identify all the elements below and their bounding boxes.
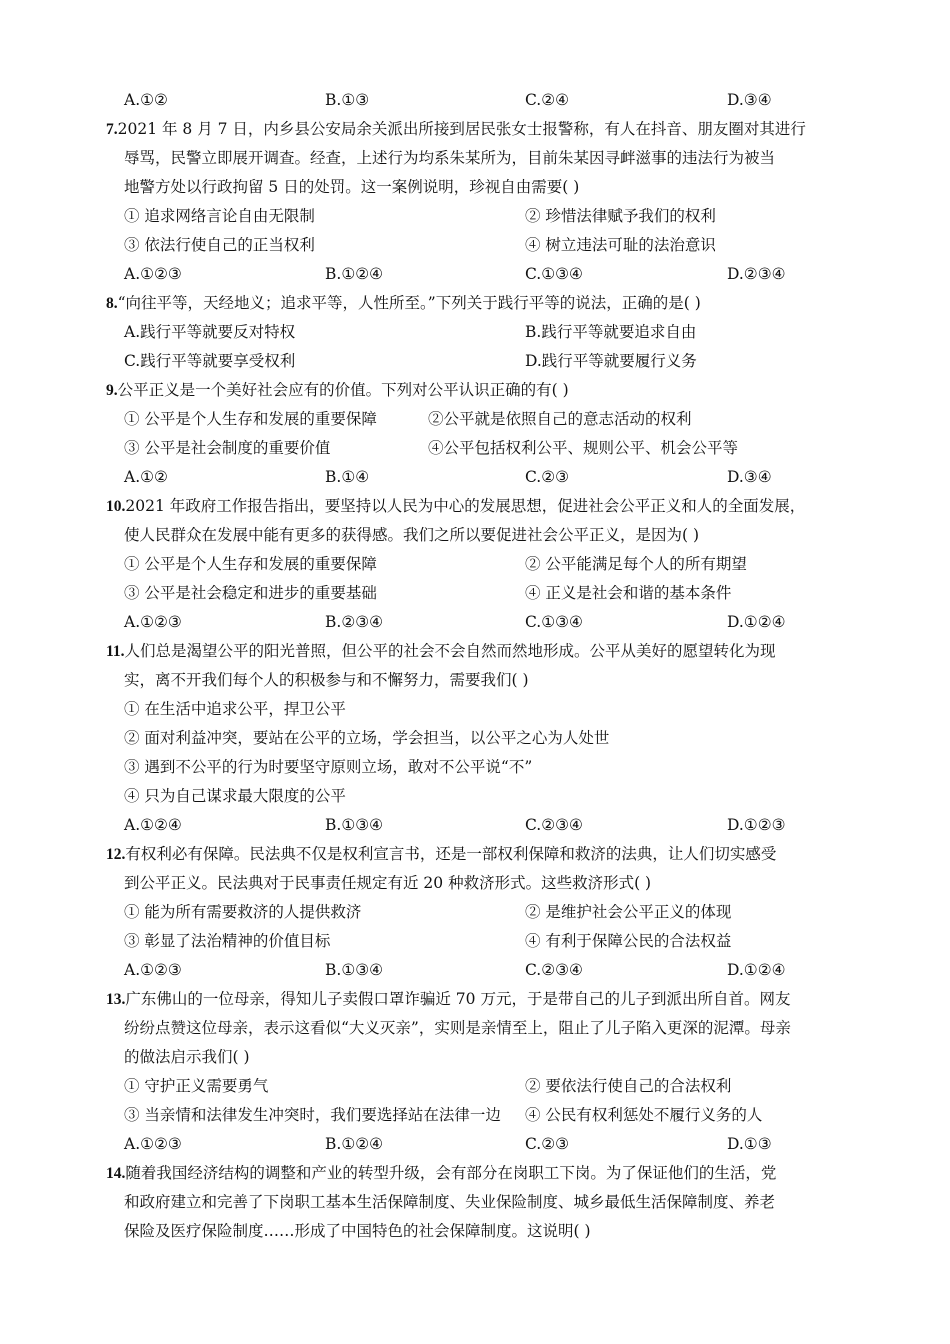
q9-stem-line-1: 9.公平正义是一个美好社会应有的价值。下列对公平认识正确的有( ): [106, 381, 569, 399]
q11-stem-line-2: 实，离不开我们每个人的积极参与和不懈努力，需要我们( ): [124, 671, 529, 689]
q13-option-c[interactable]: C.②③: [525, 1135, 570, 1153]
q12-option-a[interactable]: A.①②③: [124, 961, 182, 979]
q12-number: 12.: [106, 846, 126, 863]
q6-option-d[interactable]: D.③④: [727, 91, 772, 109]
q10-option-c[interactable]: C.①③④: [525, 613, 583, 631]
q8-option-b[interactable]: B.践行平等就要追求自由: [525, 323, 697, 341]
q9-option-a[interactable]: A.①②: [124, 468, 168, 486]
q9-option-c[interactable]: C.②③: [525, 468, 570, 486]
q12-option-b[interactable]: B.①③④: [325, 961, 384, 979]
q6-option-c[interactable]: C.②④: [525, 91, 570, 109]
q11-item-3: ③ 遇到不公平的行为时要坚守原则立场，敢对不公平说“不”: [124, 758, 533, 776]
q6-option-b[interactable]: B.①③: [325, 91, 370, 109]
q9-option-d[interactable]: D.③④: [727, 468, 772, 486]
q13-option-b[interactable]: B.①②④: [325, 1135, 384, 1153]
q12-item-2: ② 是维护社会公平正义的体现: [525, 903, 732, 921]
q7-stem-line-1: 7.2021 年 8 月 7 日，内乡县公安局余关派出所接到居民张女士报警称，有人在抖音、朋友圈对其进行: [106, 120, 806, 138]
q13-option-d[interactable]: D.①③: [727, 1135, 772, 1153]
q8-stem-line-1: 8.“向往平等，天经地义；追求平等，人性所至。”下列关于践行平等的说法，正确的是( ): [106, 294, 701, 312]
q8-option-a[interactable]: A.践行平等就要反对特权: [124, 323, 296, 341]
q8-option-d[interactable]: D.践行平等就要履行义务: [525, 352, 697, 370]
q10-item-2: ② 公平能满足每个人的所有期望: [525, 555, 747, 573]
q10-item-3: ③ 公平是社会稳定和进步的重要基础: [124, 584, 377, 602]
q11-item-4: ④ 只为自己谋求最大限度的公平: [124, 787, 346, 805]
q14-stem-line-3: 保险及医疗保险制度……形成了中国特色的社会保障制度。这说明( ): [124, 1222, 591, 1240]
q13-item-2: ② 要依法行使自己的合法权利: [525, 1077, 732, 1095]
q7-stem-line-3: 地警方处以行政拘留 5 日的处罚。这一案例说明，珍视自由需要( ): [124, 178, 580, 196]
q13-number: 13.: [106, 991, 126, 1008]
q11-option-a[interactable]: A.①②④: [124, 816, 182, 834]
q11-option-c[interactable]: C.②③④: [525, 816, 583, 834]
q9-item-3: ③ 公平是社会制度的重要价值: [124, 439, 331, 457]
q12-item-3: ③ 彰显了法治精神的价值目标: [124, 932, 331, 950]
q11-stem-line-1: 11.人们总是渴望公平的阳光普照，但公平的社会不会自然而然地形成。公平从美好的愿望转化为现: [106, 642, 776, 660]
q13-stem-line-2: 纷纷点赞这位母亲，表示这看似“大义灭亲”，实则是亲情至上，阻止了儿子陷入更深的泥潭。母亲: [124, 1019, 791, 1037]
q7-number: 7.: [106, 121, 118, 138]
q10-item-4: ④ 正义是社会和谐的基本条件: [525, 584, 732, 602]
q14-stem-line-2: 和政府建立和完善了下岗职工基本生活保障制度、失业保险制度、城乡最低生活保障制度、养老: [124, 1193, 776, 1211]
q13-item-3: ③ 当亲情和法律发生冲突时，我们要选择站在法律一边: [124, 1106, 501, 1124]
q9-number: 9.: [106, 382, 118, 399]
q7-option-c[interactable]: C.①③④: [525, 265, 583, 283]
q10-option-b[interactable]: B.②③④: [325, 613, 384, 631]
q12-stem-line-1: 12.有权利必有保障。民法典不仅是权利宣言书，还是一部权利保障和救济的法典，让人们切实感受: [106, 845, 777, 863]
q9-option-b[interactable]: B.①④: [325, 468, 370, 486]
q13-item-1: ① 守护正义需要勇气: [124, 1077, 269, 1095]
q10-stem-line-2: 使人民群众在发展中能有更多的获得感。我们之所以要促进社会公平正义，是因为( ): [124, 526, 700, 544]
q11-item-1: ① 在生活中追求公平，捍卫公平: [124, 700, 346, 718]
q13-stem-line-1: 13.广东佛山的一位母亲，得知儿子卖假口罩诈骗近 70 万元，于是带自己的儿子到派出所自首。网友: [106, 990, 791, 1008]
q12-stem-line-2: 到公平正义。民法典对于民事责任规定有近 20 种救济形式。这些救济形式( ): [124, 874, 652, 892]
q9-item-1: ① 公平是个人生存和发展的重要保障: [124, 410, 377, 428]
q14-number: 14.: [106, 1165, 126, 1182]
q10-number: 10.: [106, 498, 126, 515]
q13-option-a[interactable]: A.①②③: [124, 1135, 182, 1153]
q7-stem-line-2: 辱骂，民警立即展开调查。经查，上述行为均系朱某所为，目前朱某因寻衅滋事的违法行为被当: [124, 149, 776, 167]
q11-option-d[interactable]: D.①②③: [727, 816, 786, 834]
q10-option-a[interactable]: A.①②③: [124, 613, 182, 631]
q13-stem-line-3: 的做法启示我们( ): [124, 1048, 250, 1066]
q12-item-4: ④ 有利于保障公民的合法权益: [525, 932, 732, 950]
q7-item-1: ① 追求网络言论自由无限制: [124, 207, 315, 225]
q13-item-4: ④ 公民有权利惩处不履行义务的人: [525, 1106, 763, 1124]
q11-number: 11.: [106, 643, 125, 660]
q7-option-d[interactable]: D.②③④: [727, 265, 786, 283]
q7-option-b[interactable]: B.①②④: [325, 265, 384, 283]
q10-option-d[interactable]: D.①②④: [727, 613, 786, 631]
q7-option-a[interactable]: A.①②③: [124, 265, 182, 283]
q12-option-c[interactable]: C.②③④: [525, 961, 583, 979]
q9-item-2: ②公平就是依照自己的意志活动的权利: [428, 410, 692, 428]
q8-number: 8.: [106, 295, 118, 312]
q11-option-b[interactable]: B.①③④: [325, 816, 384, 834]
q12-item-1: ① 能为所有需要救济的人提供救济: [124, 903, 362, 921]
q11-item-2: ② 面对利益冲突，要站在公平的立场，学会担当，以公平之心为人处世: [124, 729, 610, 747]
q7-item-2: ② 珍惜法律赋予我们的权利: [525, 207, 716, 225]
q10-item-1: ① 公平是个人生存和发展的重要保障: [124, 555, 377, 573]
q7-item-4: ④ 树立违法可耻的法治意识: [525, 236, 716, 254]
q12-option-d[interactable]: D.①②④: [727, 961, 786, 979]
q6-option-a[interactable]: A.①②: [124, 91, 168, 109]
q9-item-4: ④公平包括权利公平、规则公平、机会公平等: [428, 439, 739, 457]
q10-stem-line-1: 10.2021 年政府工作报告指出，要坚持以人民为中心的发展思想，促进社会公平正义和人的全面发展，: [106, 497, 806, 515]
q8-option-c[interactable]: C.践行平等就要享受权利: [124, 352, 296, 370]
q7-item-3: ③ 依法行使自己的正当权利: [124, 236, 315, 254]
q14-stem-line-1: 14.随着我国经济结构的调整和产业的转型升级，会有部分在岗职工下岗。为了保证他们的生活，党: [106, 1164, 777, 1182]
